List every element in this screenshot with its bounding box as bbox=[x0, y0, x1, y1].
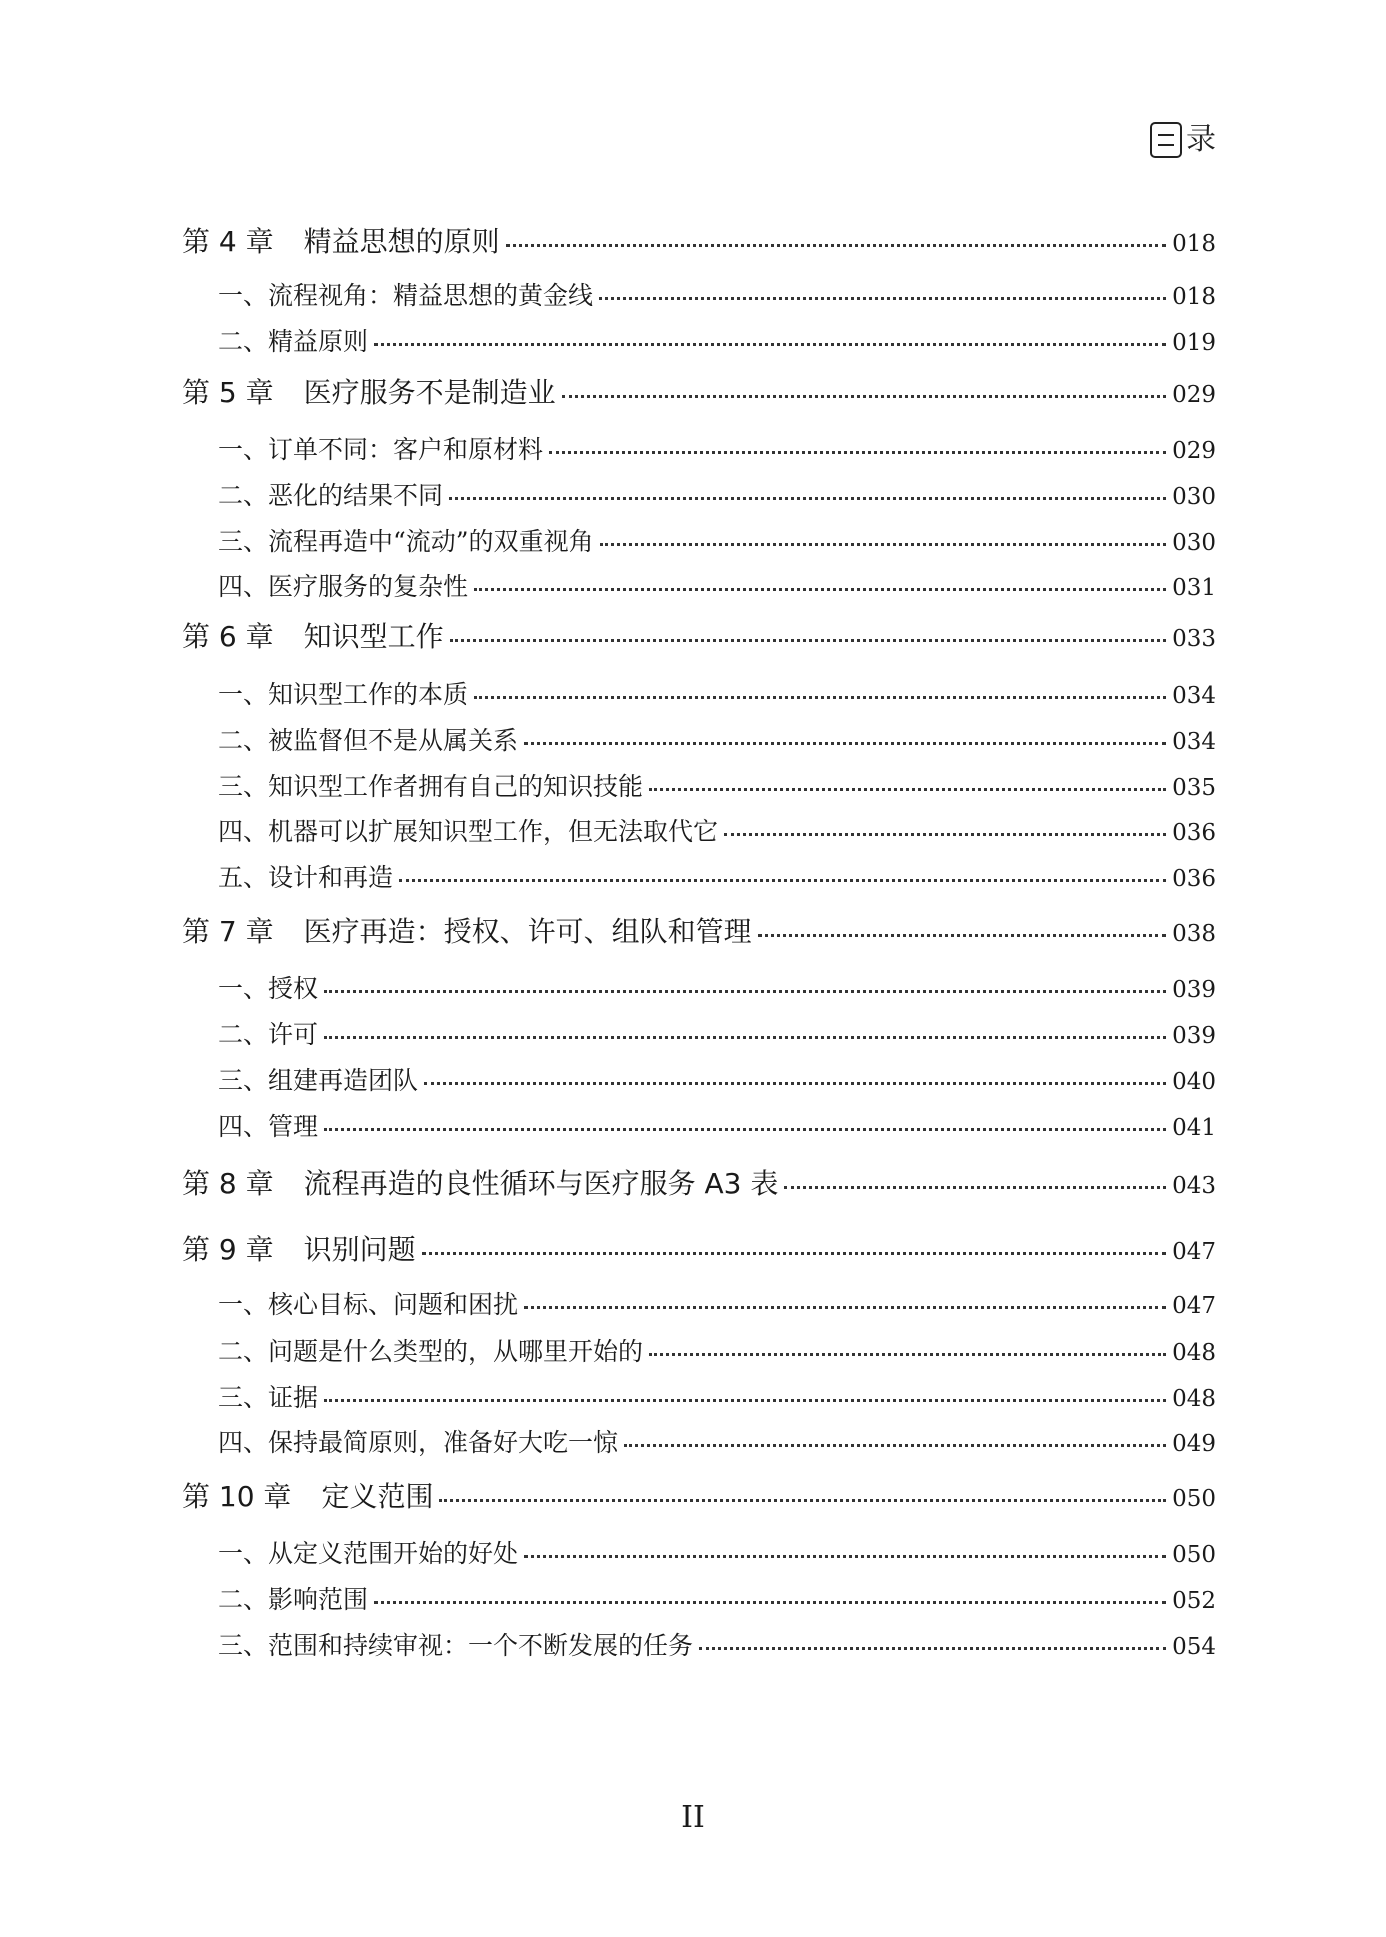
toc-page-number: 038 bbox=[1172, 921, 1216, 947]
toc-entry-label bbox=[218, 276, 593, 312]
toc-chapter-entry[interactable] bbox=[182, 615, 1216, 655]
toc-page-number: 030 bbox=[1172, 530, 1216, 556]
dot-leader bbox=[324, 1036, 1166, 1039]
chapter-title: 流程再造的良性循环与医疗服务 A3 表 bbox=[303, 1167, 779, 1200]
dot-leader bbox=[324, 990, 1166, 993]
toc-entry-label bbox=[218, 812, 718, 848]
toc-page-number: 048 bbox=[1172, 1340, 1216, 1366]
toc-entry-label bbox=[218, 1061, 418, 1097]
toc-section-entry[interactable] bbox=[182, 1378, 1216, 1414]
toc-section-entry[interactable] bbox=[182, 675, 1216, 711]
toc-page-number: 018 bbox=[1172, 231, 1216, 257]
toc-entry-label bbox=[182, 371, 556, 411]
toc-page-number: 040 bbox=[1172, 1069, 1216, 1095]
section-title: 一、授权 bbox=[218, 974, 319, 1003]
toc-section-entry[interactable] bbox=[182, 1107, 1216, 1143]
toc-entry-label bbox=[218, 1626, 693, 1662]
toc-page-number: 041 bbox=[1172, 1115, 1216, 1141]
dot-leader bbox=[399, 879, 1166, 882]
toc-page-number: 029 bbox=[1172, 438, 1216, 464]
toc-page-number: 018 bbox=[1172, 284, 1216, 310]
dot-leader bbox=[474, 588, 1166, 591]
toc-entry-label bbox=[218, 969, 318, 1005]
chapter-title: 医疗再造：授权、许可、组队和管理 bbox=[303, 915, 752, 948]
toc-section-entry[interactable] bbox=[182, 322, 1216, 358]
toc-entry-label bbox=[218, 767, 643, 803]
chapter-number: 第 4 章 bbox=[182, 225, 274, 258]
dot-leader bbox=[374, 343, 1166, 346]
chapter-title: 精益思想的原则 bbox=[303, 225, 500, 258]
dot-leader bbox=[699, 1647, 1166, 1650]
toc-entry-label bbox=[218, 1534, 518, 1570]
dot-leader bbox=[524, 1306, 1166, 1309]
toc-page-number: 034 bbox=[1172, 683, 1216, 709]
section-title: 四、机器可以扩展知识型工作，但无法取代它 bbox=[218, 817, 719, 846]
section-title: 四、管理 bbox=[218, 1112, 319, 1141]
toc-section-entry[interactable] bbox=[182, 721, 1216, 757]
dot-leader bbox=[758, 934, 1166, 937]
toc-entry-label bbox=[218, 1285, 518, 1321]
toc-page-number: 050 bbox=[1172, 1542, 1216, 1568]
toc-entry-label bbox=[218, 1378, 318, 1414]
toc-entry-label bbox=[218, 476, 443, 512]
toc-page-number: 031 bbox=[1172, 575, 1216, 601]
toc-page-number: 034 bbox=[1172, 729, 1216, 755]
toc-entry-label bbox=[218, 322, 368, 358]
toc-section-entry[interactable] bbox=[182, 1580, 1216, 1616]
dot-leader bbox=[324, 1399, 1166, 1402]
toc-section-entry[interactable] bbox=[182, 430, 1216, 466]
dot-leader bbox=[424, 1082, 1166, 1085]
dot-leader bbox=[624, 1444, 1166, 1447]
toc-section-entry[interactable] bbox=[182, 767, 1216, 803]
section-title: 四、医疗服务的复杂性 bbox=[218, 572, 469, 601]
dot-leader bbox=[450, 639, 1166, 642]
section-title: 四、保持最简原则，准备好大吃一惊 bbox=[218, 1428, 619, 1457]
section-title: 一、核心目标、问题和困扰 bbox=[218, 1290, 519, 1319]
dot-leader bbox=[562, 395, 1166, 398]
dot-leader bbox=[439, 1499, 1166, 1502]
toc-section-entry[interactable] bbox=[182, 1285, 1216, 1321]
toc-entry-label bbox=[218, 721, 518, 757]
dot-leader bbox=[600, 543, 1167, 546]
section-title: 三、证据 bbox=[218, 1383, 319, 1412]
toc-section-entry[interactable] bbox=[182, 276, 1216, 312]
toc-entry-label bbox=[218, 1107, 318, 1143]
toc-chapter-entry[interactable] bbox=[182, 1228, 1216, 1268]
toc-page-number: 029 bbox=[1172, 382, 1216, 408]
toc-section-entry[interactable] bbox=[182, 812, 1216, 848]
section-title: 一、从定义范围开始的好处 bbox=[218, 1539, 519, 1568]
section-title: 三、范围和持续审视：一个不断发展的任务 bbox=[218, 1631, 694, 1660]
toc-page-number: 047 bbox=[1172, 1239, 1216, 1265]
toc-page-number: 043 bbox=[1172, 1173, 1216, 1199]
dot-leader bbox=[449, 497, 1166, 500]
toc-entry-label bbox=[218, 1015, 318, 1051]
chapter-title: 定义范围 bbox=[321, 1480, 434, 1513]
toc-entry-label bbox=[218, 675, 468, 711]
dot-leader bbox=[784, 1186, 1166, 1189]
toc-entry-label bbox=[218, 1332, 643, 1368]
chapter-title: 医疗服务不是制造业 bbox=[303, 376, 556, 409]
running-head-char-2: 录 bbox=[1186, 122, 1216, 157]
toc-section-entry[interactable] bbox=[182, 1626, 1216, 1662]
chapter-number: 第 8 章 bbox=[182, 1167, 274, 1200]
chapter-number: 第 6 章 bbox=[182, 620, 274, 653]
toc-entry-label bbox=[182, 910, 752, 950]
toc-entry-label bbox=[182, 615, 444, 655]
dot-leader bbox=[324, 1128, 1166, 1131]
toc-section-entry[interactable] bbox=[182, 476, 1216, 512]
dot-leader bbox=[524, 742, 1166, 745]
dot-leader bbox=[506, 244, 1166, 247]
toc-page-number: 052 bbox=[1172, 1588, 1216, 1614]
toc-page-number: 039 bbox=[1172, 1023, 1216, 1049]
section-title: 五、设计和再造 bbox=[218, 863, 394, 892]
section-title: 二、被监督但不是从属关系 bbox=[218, 726, 519, 755]
dot-leader bbox=[474, 696, 1166, 699]
toc-page-number: 048 bbox=[1172, 1386, 1216, 1412]
section-title: 二、精益原则 bbox=[218, 327, 369, 356]
toc-page-number: 054 bbox=[1172, 1634, 1216, 1660]
toc-entry-label bbox=[182, 1475, 433, 1515]
toc-entry-label bbox=[182, 1162, 778, 1202]
toc-section-entry[interactable] bbox=[182, 1015, 1216, 1051]
toc-chapter-entry[interactable] bbox=[182, 220, 1216, 260]
toc-entry-label bbox=[182, 1228, 416, 1268]
toc-chapter-entry[interactable] bbox=[182, 1475, 1216, 1515]
toc-section-entry[interactable] bbox=[182, 522, 1216, 558]
section-title: 一、流程视角：精益思想的黄金线 bbox=[218, 281, 594, 310]
toc-page-number: 050 bbox=[1172, 1486, 1216, 1512]
page-number: II bbox=[681, 1800, 705, 1835]
toc-section-entry[interactable] bbox=[182, 1061, 1216, 1097]
toc-page-number: 036 bbox=[1172, 866, 1216, 892]
toc-section-entry[interactable] bbox=[182, 969, 1216, 1005]
dot-leader bbox=[599, 297, 1166, 300]
chapter-number: 第 9 章 bbox=[182, 1233, 274, 1266]
section-title: 一、订单不同：客户和原材料 bbox=[218, 435, 544, 464]
chapter-number: 第 7 章 bbox=[182, 915, 274, 948]
dot-leader bbox=[549, 451, 1166, 454]
toc-section-entry[interactable] bbox=[182, 1423, 1216, 1459]
dot-leader bbox=[649, 788, 1166, 791]
dot-leader bbox=[524, 1555, 1166, 1558]
toc-page-number: 049 bbox=[1172, 1431, 1216, 1457]
dot-leader bbox=[649, 1353, 1166, 1356]
toc-chapter-entry[interactable] bbox=[182, 910, 1216, 950]
section-title: 三、知识型工作者拥有自己的知识技能 bbox=[218, 772, 644, 801]
chapter-number: 第 5 章 bbox=[182, 376, 274, 409]
toc-page-number: 019 bbox=[1172, 330, 1216, 356]
toc-entry-label bbox=[218, 1423, 618, 1459]
running-head-char-1 bbox=[1150, 122, 1182, 158]
running-head bbox=[1150, 122, 1220, 160]
section-title: 二、恶化的结果不同 bbox=[218, 481, 444, 510]
dot-leader bbox=[422, 1252, 1166, 1255]
section-title: 二、许可 bbox=[218, 1020, 319, 1049]
toc-entry-label bbox=[218, 1580, 368, 1616]
section-title: 一、知识型工作的本质 bbox=[218, 680, 469, 709]
section-title: 二、问题是什么类型的，从哪里开始的 bbox=[218, 1337, 644, 1366]
section-title: 二、影响范围 bbox=[218, 1585, 369, 1614]
chapter-title: 识别问题 bbox=[303, 1233, 416, 1266]
toc-page-number: 036 bbox=[1172, 820, 1216, 846]
toc-entry-label bbox=[218, 522, 594, 558]
toc-entry-label bbox=[218, 567, 468, 603]
section-title: 三、流程再造中“流动”的双重视角 bbox=[218, 527, 594, 556]
toc-page-number: 033 bbox=[1172, 626, 1216, 652]
dot-leader bbox=[374, 1601, 1166, 1604]
toc-entry-label bbox=[218, 430, 543, 466]
dot-leader bbox=[724, 833, 1166, 836]
chapter-number: 第 10 章 bbox=[182, 1480, 292, 1513]
toc-section-entry[interactable] bbox=[182, 858, 1216, 894]
toc-section-entry[interactable] bbox=[182, 567, 1216, 603]
toc-chapter-entry[interactable] bbox=[182, 1162, 1216, 1202]
toc-entry-label bbox=[218, 858, 393, 894]
chapter-title: 知识型工作 bbox=[303, 620, 444, 653]
section-title: 三、组建再造团队 bbox=[218, 1066, 419, 1095]
toc-page-number: 039 bbox=[1172, 977, 1216, 1003]
toc-chapter-entry[interactable] bbox=[182, 371, 1216, 411]
toc-page-number: 030 bbox=[1172, 484, 1216, 510]
toc-section-entry[interactable] bbox=[182, 1534, 1216, 1570]
toc-section-entry[interactable] bbox=[182, 1332, 1216, 1368]
toc-entry-label bbox=[182, 220, 500, 260]
toc-page-number: 035 bbox=[1172, 775, 1216, 801]
toc-page-number: 047 bbox=[1172, 1293, 1216, 1319]
